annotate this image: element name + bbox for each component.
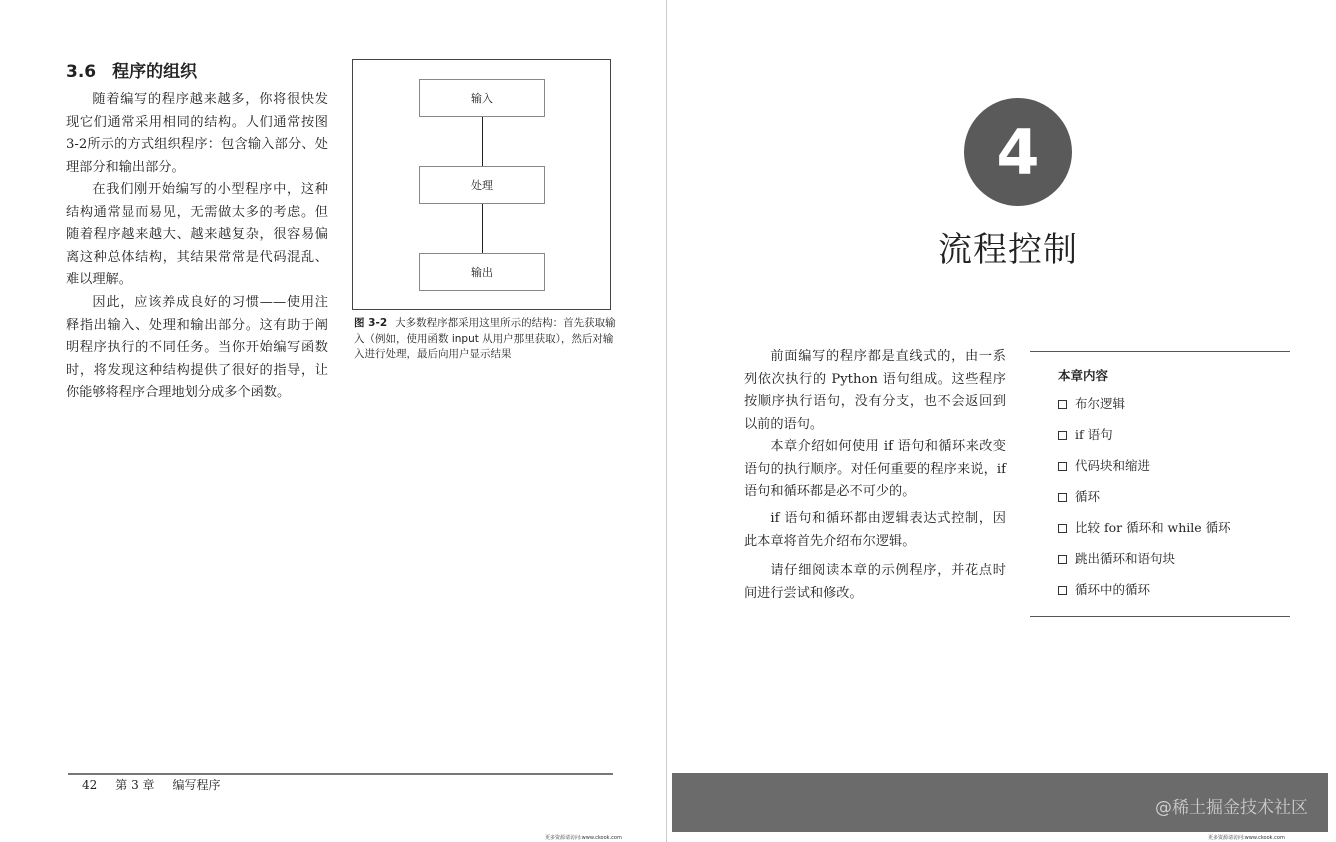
paragraph: 在我们刚开始编写的小型程序中，这种结构通常显而易见，无需做太多的考虑。但随着程序越来越大、越来越复杂，很容易偏离这种总体结构，其结果常常是代码混乱、难以理解。 [66, 182, 328, 288]
contents-item [1058, 517, 1262, 548]
checkbox-icon [1058, 400, 1067, 409]
chapter-number-badge: 4 [964, 98, 1072, 206]
section-number: 3.6 [66, 62, 97, 82]
input-box: 输入 [419, 79, 545, 117]
checkbox-icon [1058, 462, 1067, 471]
checkbox-icon [1058, 586, 1067, 595]
paragraph: if 语句和循环都由逻辑表达式控制，因此本章将首先介绍布尔逻辑。 [744, 511, 1006, 549]
paragraph: 随着编写的程序越来越多，你将很快发现它们通常采用相同的结构。人们通常按图3-2所示的方式组织程序：包含输入部分、处理部分和输出部分。 [66, 92, 328, 175]
contents-item [1058, 486, 1262, 517]
chapter-title: 流程控制 [938, 230, 1078, 270]
process-box: 处理 [419, 166, 545, 204]
contents-item-label: 循环中的循环 [1075, 582, 1151, 597]
contents-item-label: if 语句 [1075, 427, 1113, 442]
section-title: 程序的组织 [112, 62, 198, 82]
output-box: 输出 [419, 253, 545, 291]
caption-label: 图 3-2 [354, 317, 388, 329]
contents-item [1058, 548, 1262, 579]
tiny-footer: 更多资源请访问:www.ckook.com [1208, 835, 1285, 841]
figure-3-2 [352, 59, 611, 310]
right-page [668, 0, 1336, 842]
footer-rule [68, 773, 613, 775]
caption-text: 大多数程序都采用这里所示的结构：首先获取输入（例如，使用函数 input 从用户那里获取），然后对输入进行处理，最后向用户显示结果 [354, 317, 616, 360]
footer-chapter-title: 编写程序 [172, 778, 221, 792]
figure-caption [354, 316, 616, 363]
left-page [0, 0, 666, 842]
chapter-contents [1030, 351, 1290, 617]
paragraph: 因此，应该养成良好的习惯——使用注释指出输入、处理和输出部分。这有助于阐明程序执行的不同任务。当你开始编写函数时，将发现这种结构提供了很好的指导，让你能够将程序合理地划分成多个函数。 [66, 295, 328, 401]
contents-item-label: 代码块和缩进 [1075, 458, 1151, 473]
watermark: @稀土掘金技术社区 [1155, 798, 1308, 818]
connector-line [482, 204, 483, 253]
checkbox-icon [1058, 555, 1067, 564]
contents-item-label: 布尔逻辑 [1075, 396, 1126, 411]
checkbox-icon [1058, 431, 1067, 440]
page-number: 42 [82, 778, 98, 792]
checkbox-icon [1058, 524, 1067, 533]
footer-chapter: 第 3 章 [115, 778, 155, 792]
contents-item-label: 比较 for 循环和 while 循环 [1075, 520, 1231, 535]
contents-item [1058, 393, 1262, 424]
paragraph: 本章介绍如何使用 if 语句和循环来改变语句的执行顺序。对任何重要的程序来说，if 语句和循环都是必不可少的。 [744, 439, 1006, 500]
paragraph: 前面编写的程序都是直线式的，由一系列依次执行的 Python 语句组成。这些程序按顺序执行语句，没有分支，也不会返回到以前的语句。 [744, 349, 1006, 432]
connector-line [482, 117, 483, 166]
contents-item [1058, 579, 1262, 610]
paragraph: 请仔细阅读本章的示例程序，并花点时间进行尝试和修改。 [744, 563, 1006, 601]
contents-item [1058, 455, 1262, 486]
contents-item [1058, 424, 1262, 455]
contents-item-label: 循环 [1075, 489, 1101, 504]
contents-heading: 本章内容 [1058, 368, 1109, 383]
footer-band [672, 773, 1328, 832]
tiny-footer: 更多资源请访问:www.ckook.com [545, 835, 622, 841]
page-footer [82, 776, 239, 793]
contents-item-label: 跳出循环和语句块 [1075, 551, 1176, 566]
section-heading [66, 57, 197, 82]
page-divider [666, 0, 667, 842]
checkbox-icon [1058, 493, 1067, 502]
